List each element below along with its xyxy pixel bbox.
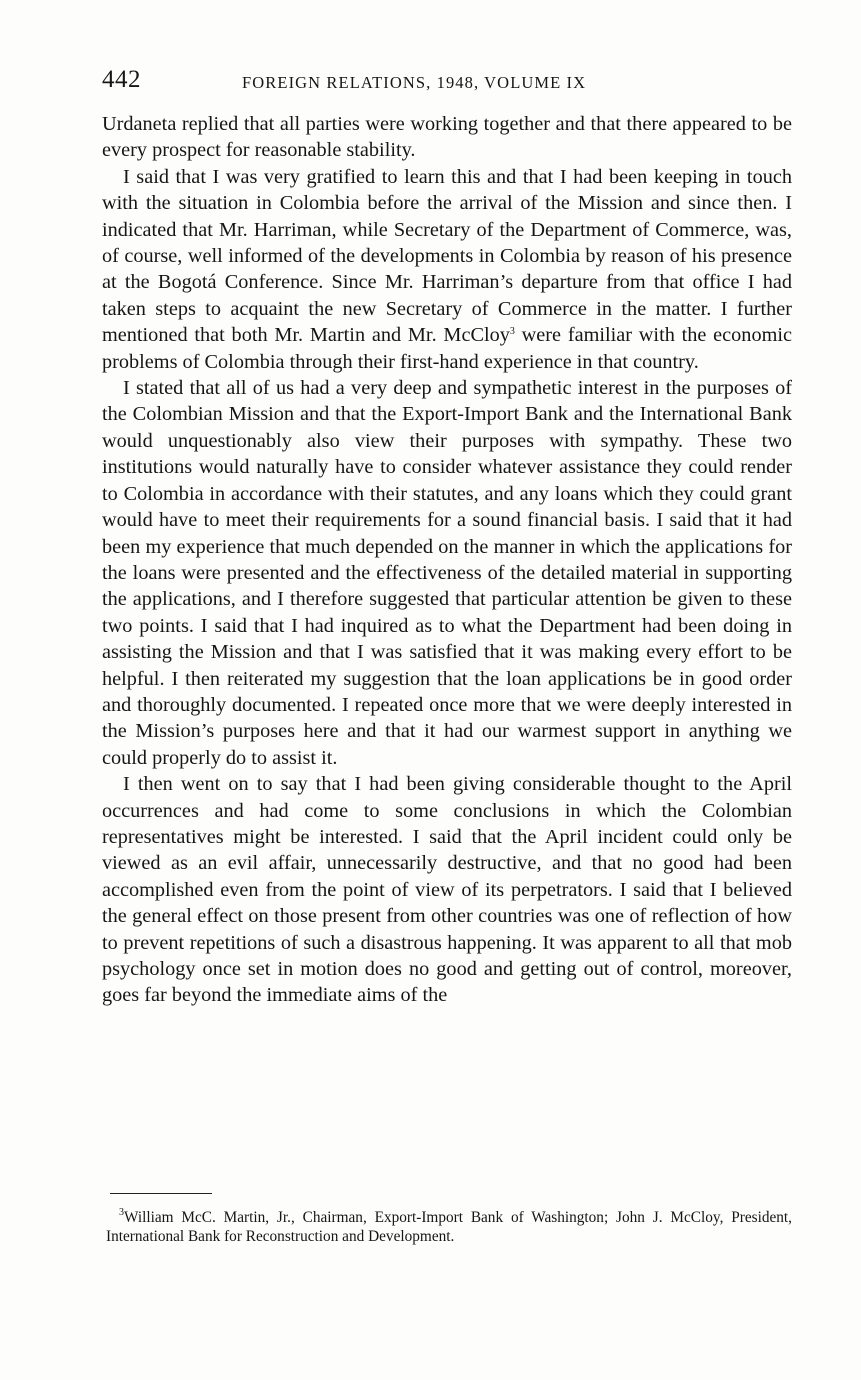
page-number: 442 [102, 66, 141, 93]
footnote [106, 1208, 792, 1246]
paragraph-1: Urdaneta replied that all parties were working together and that there appeared to be every prospect for reasonable stability. [102, 113, 792, 162]
footnote-marker: 3 [119, 1207, 124, 1218]
footnote-text: William McC. Martin, Jr., Chairman, Export-Import Bank of Washington; John J. McCloy, President, International Bank for Reconstruction and Development. [106, 1209, 792, 1245]
paragraph-2-continuation: were familiar with the economic problems of Colombia through their first-hand experience in that country. [102, 324, 792, 373]
running-head [102, 66, 792, 100]
body-text [102, 111, 792, 1009]
paragraph-2-text: I said that I was very gratified to learn this and that I had been keeping in touch with the situation in Colombia before the arrival of the Mission and since then. I indicated that Mr. Harriman, while Secretary of the Department of Commerce, was, of course, well informed of the developments in Colombia by reason of his presence at the Bogotá Conference. Since Mr. Harriman’s departure from that office I had taken steps to acquaint the new Secretary of Commerce in the matter. I further mentioned that both Mr. Martin and Mr. McCloy [102, 165, 792, 347]
footnote-divider [110, 1193, 212, 1194]
paragraph-3: I stated that all of us had a very deep and sympathetic interest in the purposes of the Colombian Mission and that the Export-Import Bank and the International Bank would unquestionably also view their purposes with sympathy. These two institutions would naturally have to consider whatever assistance they could render to Colombia in accordance with their statutes, and any loans which they could grant would have to meet their requirements for a sound financial basis. I said that it had been my experience that much depended on the manner in which the applications for the loans were presented and the effectiveness of the detailed material in supporting the applications, and I therefore suggested that particular attention be given to these two points. I said that I had inquired as to what the Department had been doing in assisting the Mission and that I was satisfied that it was making every effort to be helpful. I then reiterated my suggestion that the loan applications be in good order and thoroughly documented. I repeated once more that we were deeply interested in the Mission’s purposes here and that it had our warmest support in anything we could properly do to assist it. [102, 377, 792, 769]
paragraph-2 [102, 164, 792, 375]
paragraph-4: I then went on to say that I had been giving considerable thought to the April occurrences and had come to some conclusions in which the Colombian representatives might be interested. I said that the April incident could only be viewed as an evil affair, unnecessarily destructive, and that no good had been accomplished even from the point of view of its perpetrators. I said that I believed the general effect on those present from other countries was one of reflection of how to prevent repetitions of such a disastrous happening. It was apparent to all that mob psychology once set in motion does no good and getting out of control, moreover, goes far beyond the immediate aims of the [102, 773, 792, 1007]
running-head-title: FOREIGN RELATIONS, 1948, VOLUME IX [242, 73, 587, 92]
footnote-reference: 3 [509, 326, 515, 338]
